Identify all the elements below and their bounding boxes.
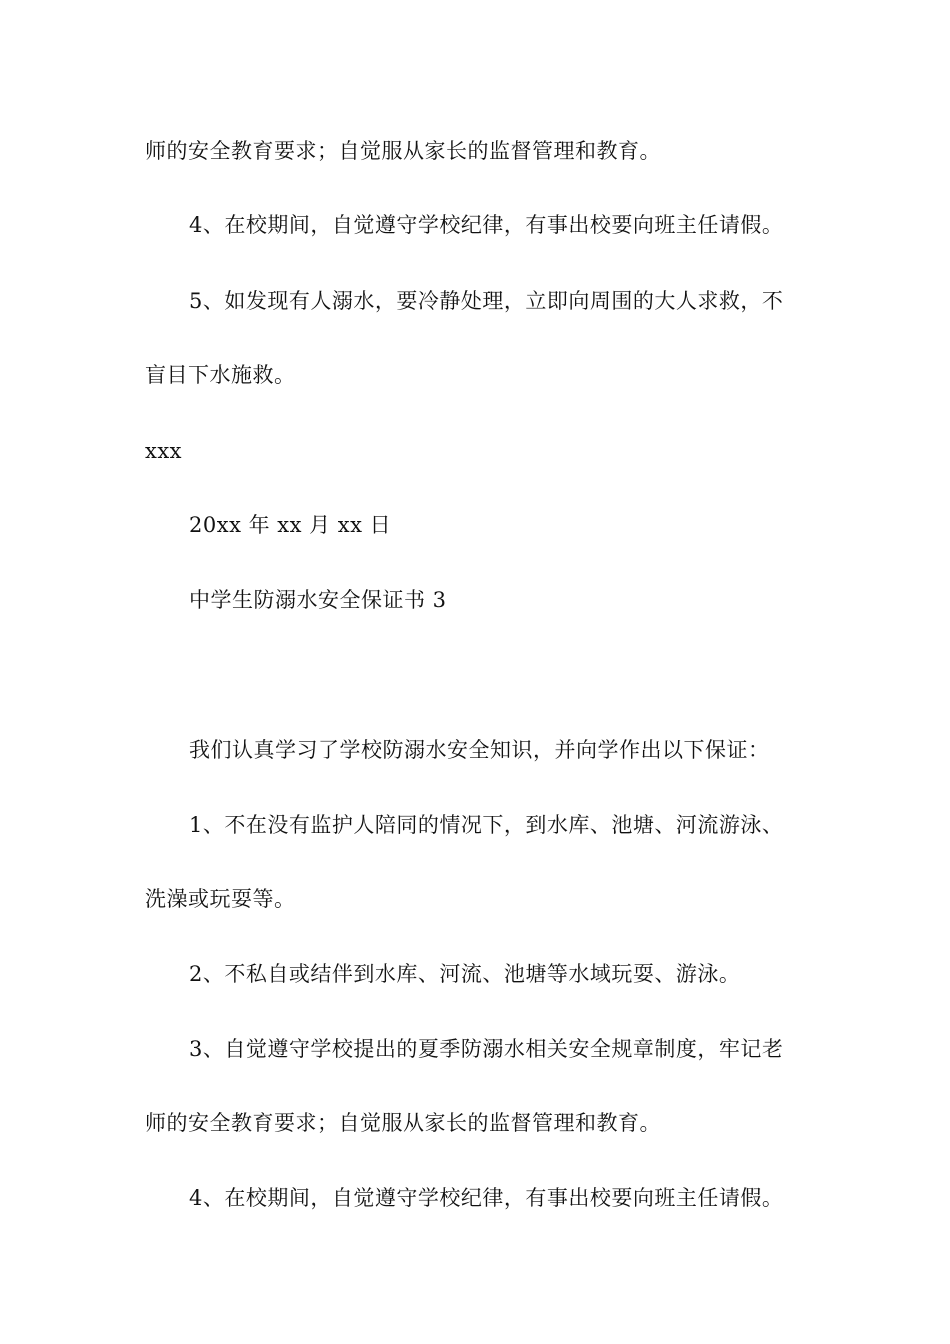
paragraph-line: 师的安全教育要求；自觉服从家长的监督管理和教育。 (145, 139, 661, 163)
paragraph-line: 4、在校期间，自觉遵守学校纪律，有事出校要向班主任请假。 (189, 213, 784, 237)
paragraph-line: 盲目下水施救。 (145, 363, 296, 387)
paragraph-line: 洗澡或玩耍等。 (145, 887, 296, 911)
paragraph-line: 师的安全教育要求；自觉服从家长的监督管理和教育。 (145, 1111, 661, 1135)
paragraph-line: 4、在校期间，自觉遵守学校纪律，有事出校要向班主任请假。 (189, 1186, 784, 1210)
paragraph-line: 2、不私自或结伴到水库、河流、池塘等水域玩耍、游泳。 (189, 962, 741, 986)
paragraph-line: 我们认真学习了学校防溺水安全知识，并向学作出以下保证： (189, 738, 770, 762)
paragraph-line: 5、如发现有人溺水，要冷静处理，立即向周围的大人求救，不 (189, 289, 784, 313)
section-title: 中学生防溺水安全保证书 3 (189, 588, 447, 612)
signature-date: 20xx 年 xx 月 xx 日 (189, 513, 392, 537)
signature-name: xxx (145, 439, 183, 463)
paragraph-line: 1、不在没有监护人陪同的情况下，到水库、池塘、河流游泳、 (189, 813, 784, 837)
paragraph-line: 3、自觉遵守学校提出的夏季防溺水相关安全规章制度，牢记老 (189, 1037, 784, 1061)
